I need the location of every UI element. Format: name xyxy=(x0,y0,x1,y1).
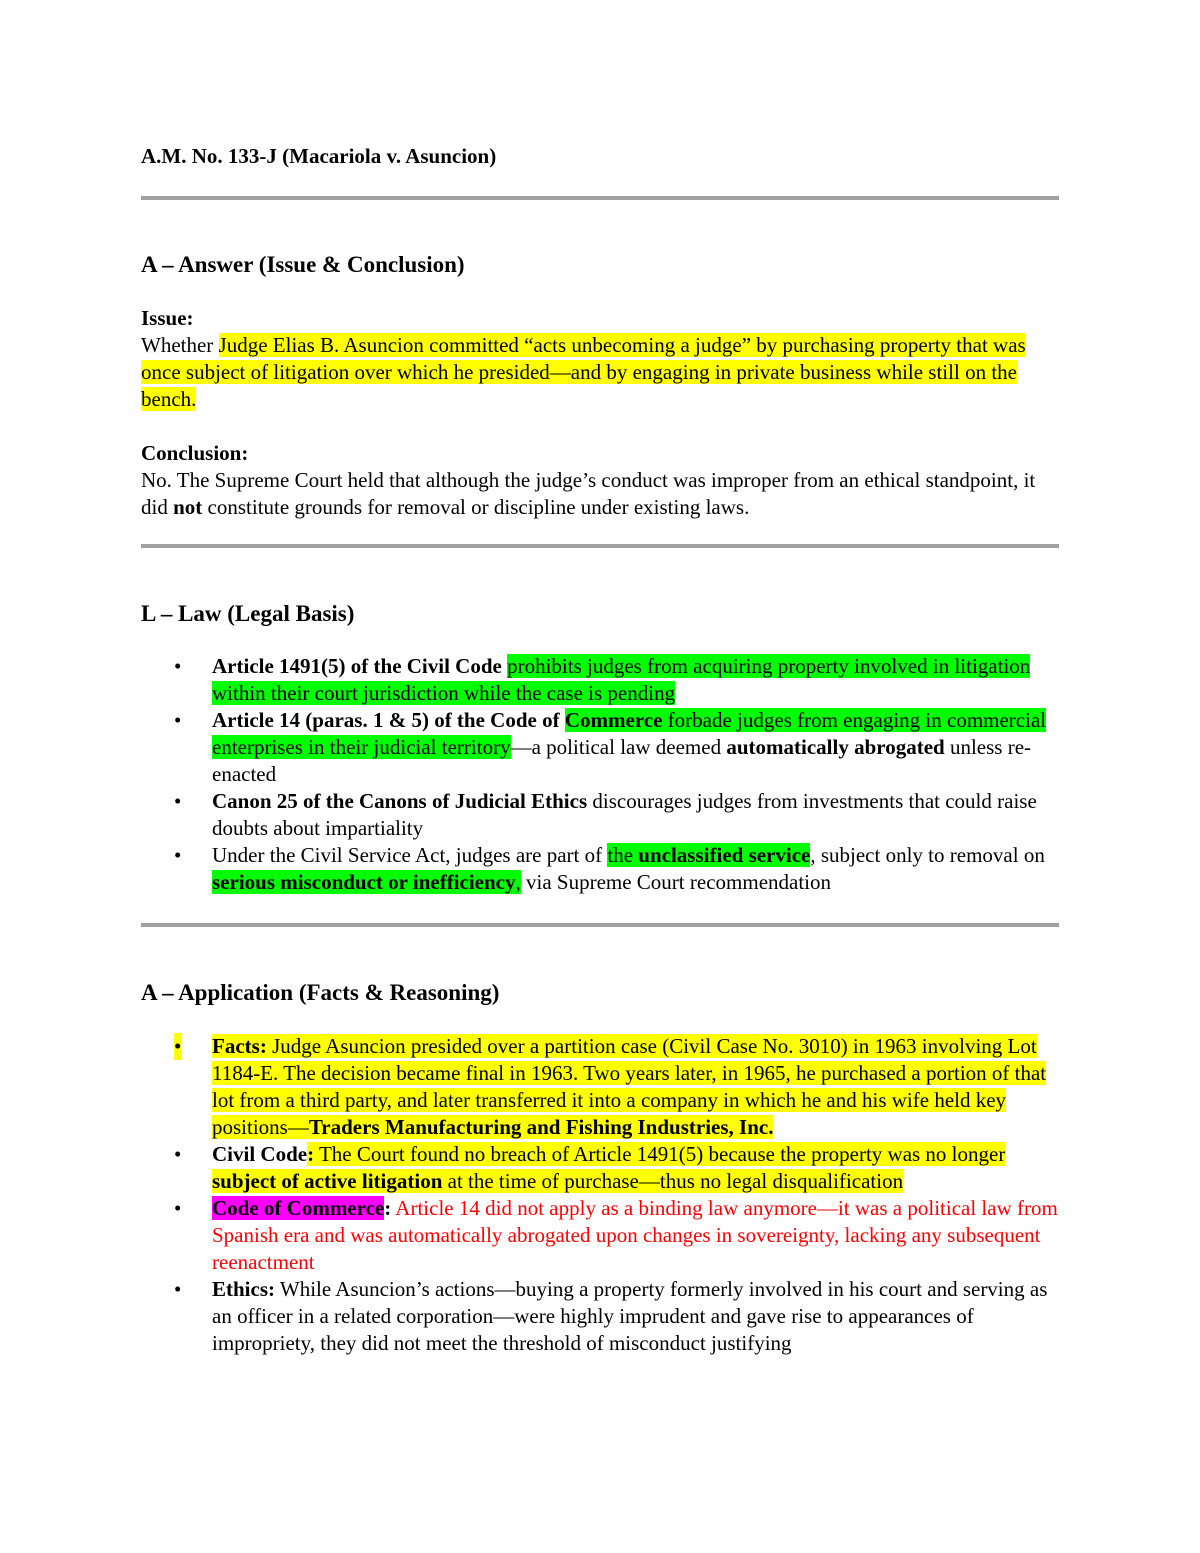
list-item: • Facts: Judge Asuncion presided over a partition case (Civil Case No. 3010) in 1963 involving Lot 1184-E. The decision became final in 1963. Two years later, in 1965, he purchased a portion of that lot from a third party, and later transferred it into a company in which he and his wife held key positions—Traders Manufacturing and Fishing Industries, Inc. xyxy=(174,1034,1047,1139)
bullet-icon: • xyxy=(174,843,182,867)
list-item: • Canon 25 of the Canons of Judicial Ethics discourages judges from investments that could raise doubts about impartiality xyxy=(174,789,1037,840)
divider xyxy=(141,923,1059,927)
bullet-icon: • xyxy=(174,1277,182,1301)
answer-section xyxy=(141,251,1059,521)
document-content xyxy=(141,143,1059,1357)
section-heading-application: A – Application (Facts & Reasoning) xyxy=(141,980,500,1005)
issue-text: Whether Judge Elias B. Asuncion committed “acts unbecoming a judge” by purchasing property that was once subject of litigation over which he presided—and by engaging in private business while still on the bench. xyxy=(141,333,1026,411)
list-item: • Code of Commerce: Article 14 did not apply as a binding law anymore—it was a political law from Spanish era and was automatically abrogated upon changes in sovereignty, lacking any subsequent reenactment xyxy=(174,1196,1058,1274)
divider xyxy=(141,196,1059,200)
divider xyxy=(141,544,1059,548)
bullet-icon: • xyxy=(174,708,182,732)
conclusion-label: Conclusion: xyxy=(141,441,249,465)
conclusion-text: No. The Supreme Court held that although the judge’s conduct was improper from an ethical standpoint, it did not constitute grounds for removal or discipline under existing laws. xyxy=(141,468,1036,519)
list-item: • Under the Civil Service Act, judges are part of the unclassified service, subject only to removal on serious misconduct or inefficiency, via Supreme Court recommendation xyxy=(174,843,1045,894)
list-item: • Ethics: While Asuncion’s actions—buying a property formerly involved in his court and serving as an officer in a related corporation—were highly imprudent and gave rise to appearances of impropriety, they did not meet the threshold of misconduct justifying xyxy=(174,1277,1048,1355)
bullet-icon: • xyxy=(174,1196,182,1220)
list-item: • Article 14 (paras. 1 & 5) of the Code of Commerce forbade judges from engaging in commercial enterprises in their judicial territory—a political law deemed automatically abrogated unless re-enacted xyxy=(174,708,1047,786)
issue-highlight: Judge Elias B. Asuncion committed “acts unbecoming a judge” by purchasing property that was once subject of litigation over which he presided—and by engaging in private business while still on the bench. xyxy=(141,333,1026,411)
list-item: • Civil Code: The Court found no breach of Article 1491(5) because the property was no longer subject of active litigation at the time of purchase—thus no legal disqualification xyxy=(174,1142,1006,1193)
application-section xyxy=(141,979,1059,1357)
section-heading-law: L – Law (Legal Basis) xyxy=(141,601,355,626)
bullet-icon: • xyxy=(174,1034,182,1058)
issue-label: Issue: xyxy=(141,306,194,330)
bullet-icon: • xyxy=(174,1142,182,1166)
bullet-icon: • xyxy=(174,789,182,813)
bullet-icon: • xyxy=(174,654,182,678)
application-list xyxy=(141,1033,1059,1357)
document-title: A.M. No. 133-J (Macariola v. Asuncion) xyxy=(141,144,497,168)
law-section xyxy=(141,600,1059,896)
law-list xyxy=(141,653,1059,896)
section-heading-answer: A – Answer (Issue & Conclusion) xyxy=(141,252,465,277)
list-item: • Article 1491(5) of the Civil Code prohibits judges from acquiring property involved in litigation within their court jurisdiction while the case is pending xyxy=(174,654,1031,705)
